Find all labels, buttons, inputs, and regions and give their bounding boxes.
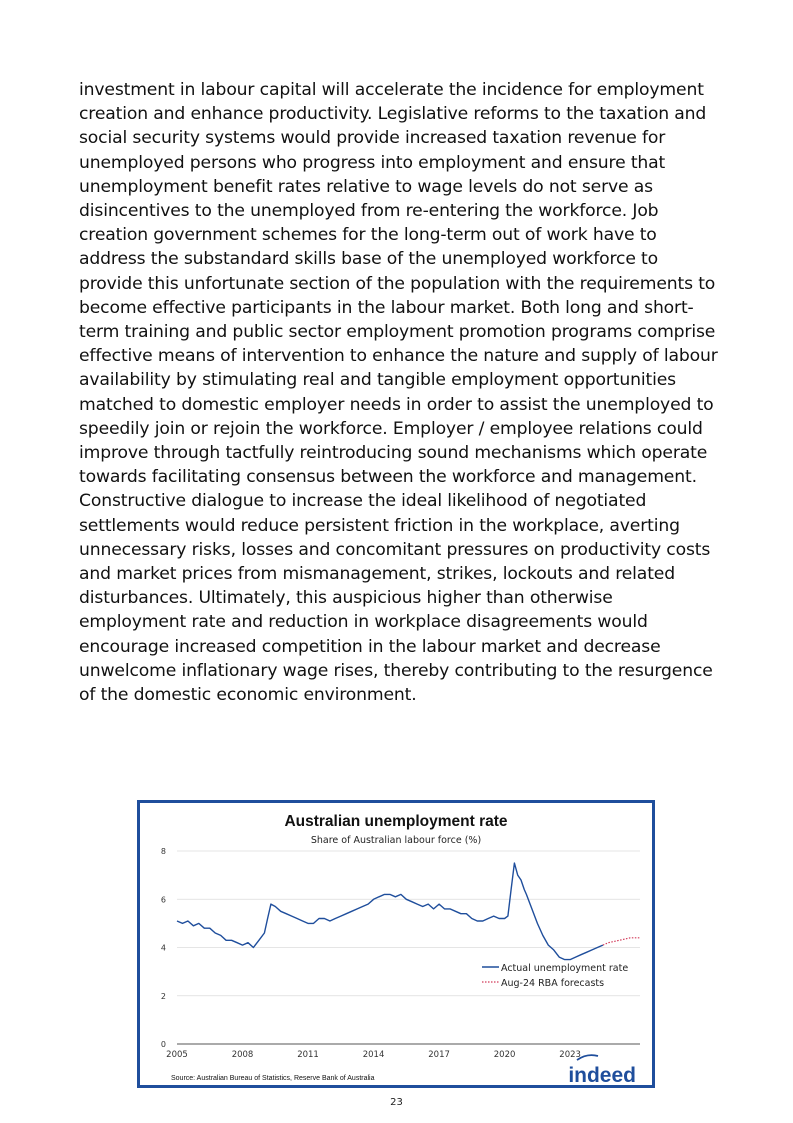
x-tick-label: 2008 [231,1050,254,1060]
page-number: 23 [390,1097,403,1108]
x-tick-labels [166,1050,581,1060]
x-tick-label: 2017 [428,1050,450,1060]
y-tick-label: 4 [160,943,166,953]
x-tick-label: 2020 [493,1050,516,1060]
legend-label-actual: Actual unemployment rate [501,963,629,974]
y-tick-label: 8 [160,847,166,856]
y-tick-label: 0 [160,1040,166,1049]
x-tick-label: 2014 [362,1050,385,1060]
body-paragraph: investment in labour capital will accelerate the incidence for employment creation and enhance productivity. Legislative reforms to the taxation and social security systems would provide increased taxation revenue for unemployed persons who progress into employment and ensure that unemployment benefit rates relative to wage levels do not serve as disincentives to the unemployed from re-entering the workforce. Job creation government schemes for the long-term out of work have to address the substandard skills base of the unemployed workforce to provide this unfortunate section of the population with the requirements to become effective participants in the labour market. Both long and short-term training and public sector employment promotion programs comprise effective means of intervention to enhance the nature and supply of labour availability by stimulating real and tangible employment opportunities matched to domestic employer needs in order to assist the unemployed to speedily join or rejoin the workforce. Employer / employee relations could improve through tactfully reintroducing sound mechanisms which operate towards facilitating consensus between the workforce and management. Constructive dialogue to increase the ideal likelihood of negotiated settlements would reduce persistent friction in the workplace, averting unnecessary risks, losses and concomitant pressures on productivity costs and market prices from mismanagement, strikes, lockouts and related disturbances. Ultimately, this auspicious higher than otherwise employment rate and reduction in workplace disagreements would encourage increased competition in the labour market and decrease unwelcome inflationary wage rises, thereby contributing to the resurgence of the domestic economic environment. [79,80,718,706]
legend-label-forecast: Aug-24 RBA forecasts [501,978,605,989]
legend [482,963,628,989]
gridlines [177,851,640,1044]
series-lines [177,863,640,960]
y-tick-label: 2 [160,991,166,1001]
indeed-logo [568,1055,636,1085]
y-tick-label: 6 [160,895,166,905]
source-note: Source: Australian Bureau of Statistics, Reserve Bank of Australia [171,1075,375,1082]
x-tick-label: 2011 [297,1050,319,1060]
indeed-logo-text: indeed [568,1064,636,1085]
chart-title: Australian unemployment rate [284,813,508,830]
x-tick-label: 2023 [559,1050,581,1060]
chart-subtitle: Share of Australian labour force (%) [310,835,482,846]
series-line-actual [177,863,603,960]
unemployment-chart [140,803,652,1085]
chart-figure [137,800,655,1088]
x-tick-label: 2005 [166,1050,188,1060]
y-tick-labels [161,847,166,1049]
series-line-forecast [603,938,640,945]
